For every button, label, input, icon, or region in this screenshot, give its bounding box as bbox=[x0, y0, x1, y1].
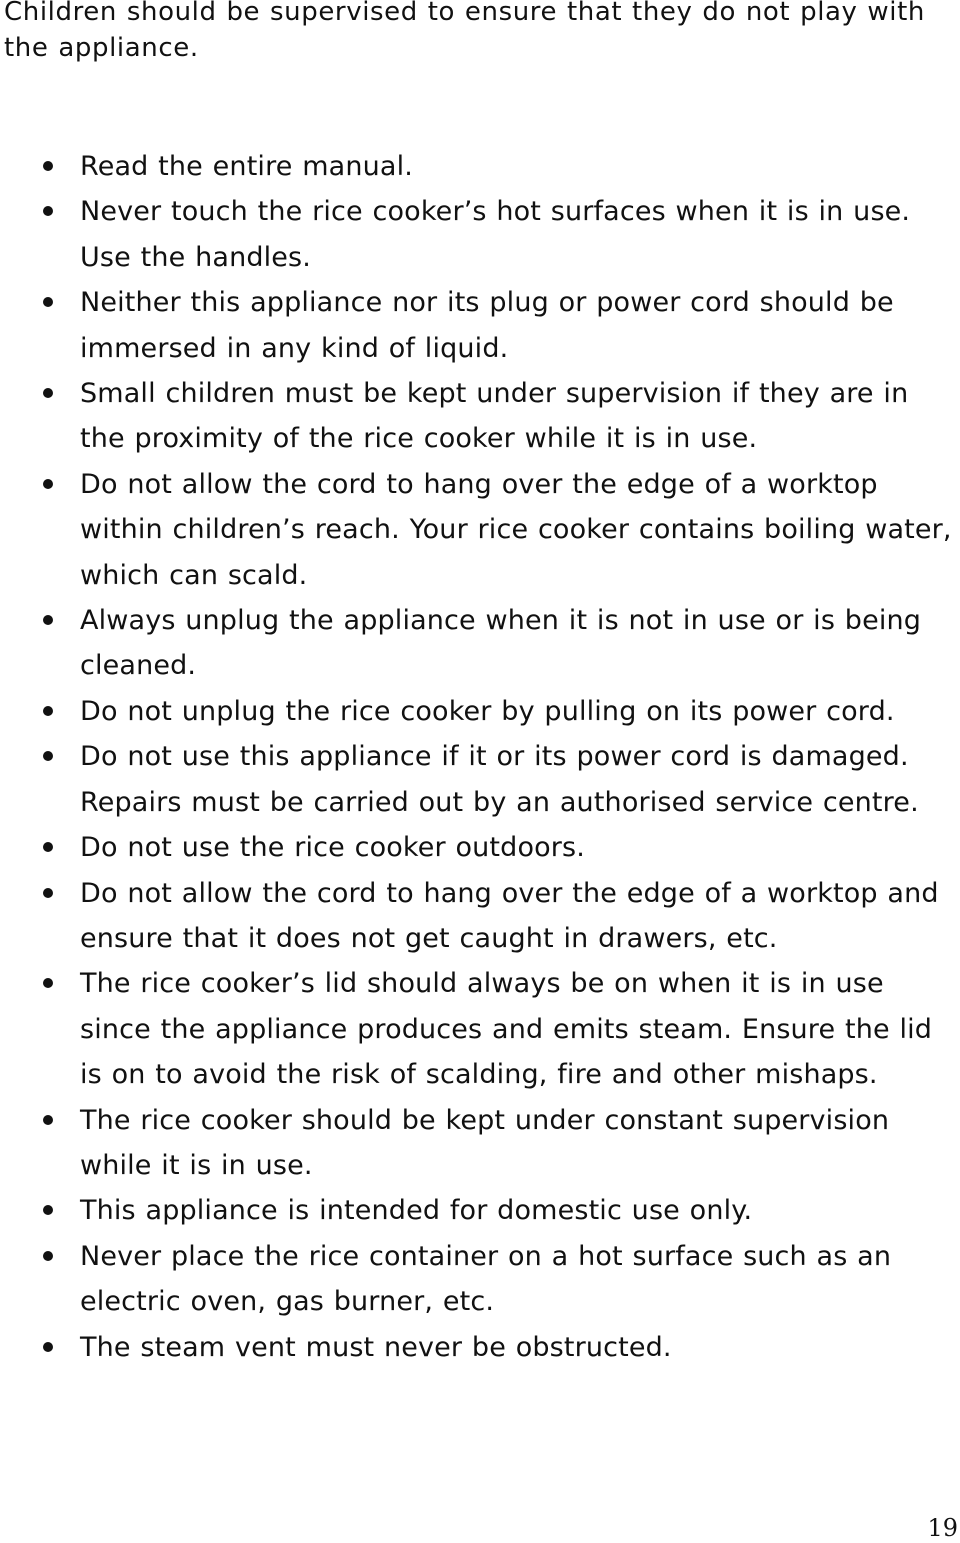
list-item bbox=[0, 689, 960, 734]
bullet-icon bbox=[43, 888, 53, 898]
bullet-icon bbox=[43, 842, 53, 852]
list-item-text: Small children must be kept under supervision if they are in the proximity of the rice cooker while it is in use. bbox=[80, 378, 909, 455]
list-item bbox=[0, 1234, 960, 1325]
list-item-text: Never place the rice container on a hot surface such as an electric oven, gas burner, etc. bbox=[80, 1240, 892, 1318]
list-item bbox=[0, 734, 960, 825]
list-item bbox=[0, 1188, 960, 1233]
intro-paragraph: Children should be supervised to ensure that they do not play with the appliance. bbox=[4, 0, 925, 63]
list-item bbox=[0, 598, 960, 689]
bullet-icon bbox=[43, 751, 53, 761]
page-number: 19 bbox=[927, 1514, 958, 1542]
list-item-text: Do not use the rice cooker outdoors. bbox=[80, 832, 585, 864]
bullet-icon bbox=[43, 297, 53, 307]
list-item bbox=[0, 1325, 960, 1370]
bullet-icon bbox=[43, 388, 53, 398]
list-item-text: The rice cooker should be kept under constant supervision while it is in use. bbox=[80, 1104, 890, 1181]
list-item-text: Always unplug the appliance when it is not in use or is being cleaned. bbox=[80, 605, 922, 682]
list-item bbox=[0, 825, 960, 870]
list-item-text: Do not allow the cord to hang over the edge of a worktop within children’s reach. Your rice cooker contains boiling water, which can scald. bbox=[80, 468, 952, 591]
bullet-icon bbox=[43, 1115, 53, 1125]
list-item bbox=[0, 371, 960, 462]
list-item-text: Neither this appliance nor its plug or power cord should be immersed in any kind of liquid. bbox=[80, 287, 894, 364]
list-item-text: Never touch the rice cooker’s hot surfaces when it is in use. Use the handles. bbox=[80, 196, 911, 273]
bullet-icon bbox=[43, 706, 53, 716]
list-item bbox=[0, 462, 960, 598]
bullet-icon bbox=[43, 161, 53, 171]
bullet-icon bbox=[43, 479, 53, 489]
list-item bbox=[0, 871, 960, 962]
bullet-icon bbox=[43, 1205, 53, 1215]
list-item-text: This appliance is intended for domestic use only. bbox=[80, 1195, 753, 1227]
list-item-text: The rice cooker’s lid should always be on when it is in use since the appliance produces and emits steam. Ensure the lid is on to avoid the risk of scalding, fire and other mishaps. bbox=[80, 968, 933, 1091]
bullet-icon bbox=[43, 1251, 53, 1261]
list-item-text: Do not use this appliance if it or its power cord is damaged. Repairs must be carried out by an authorised service centre. bbox=[80, 741, 919, 818]
list-item-text: Read the entire manual. bbox=[80, 151, 413, 182]
safety-instructions-list bbox=[0, 144, 960, 1370]
bullet-icon bbox=[43, 978, 53, 988]
list-item-text: The steam vent must never be obstructed. bbox=[80, 1331, 672, 1363]
bullet-icon bbox=[43, 1342, 53, 1352]
list-item bbox=[0, 144, 960, 189]
list-item bbox=[0, 189, 960, 280]
list-item bbox=[0, 961, 960, 1097]
list-item-text: Do not unplug the rice cooker by pulling on its power cord. bbox=[80, 695, 895, 727]
bullet-icon bbox=[43, 206, 53, 216]
list-item-text: Do not allow the cord to hang over the edge of a worktop and ensure that it does not get caught in drawers, etc. bbox=[80, 877, 939, 954]
bullet-icon bbox=[43, 615, 53, 625]
list-item bbox=[0, 280, 960, 371]
list-item bbox=[0, 1098, 960, 1189]
